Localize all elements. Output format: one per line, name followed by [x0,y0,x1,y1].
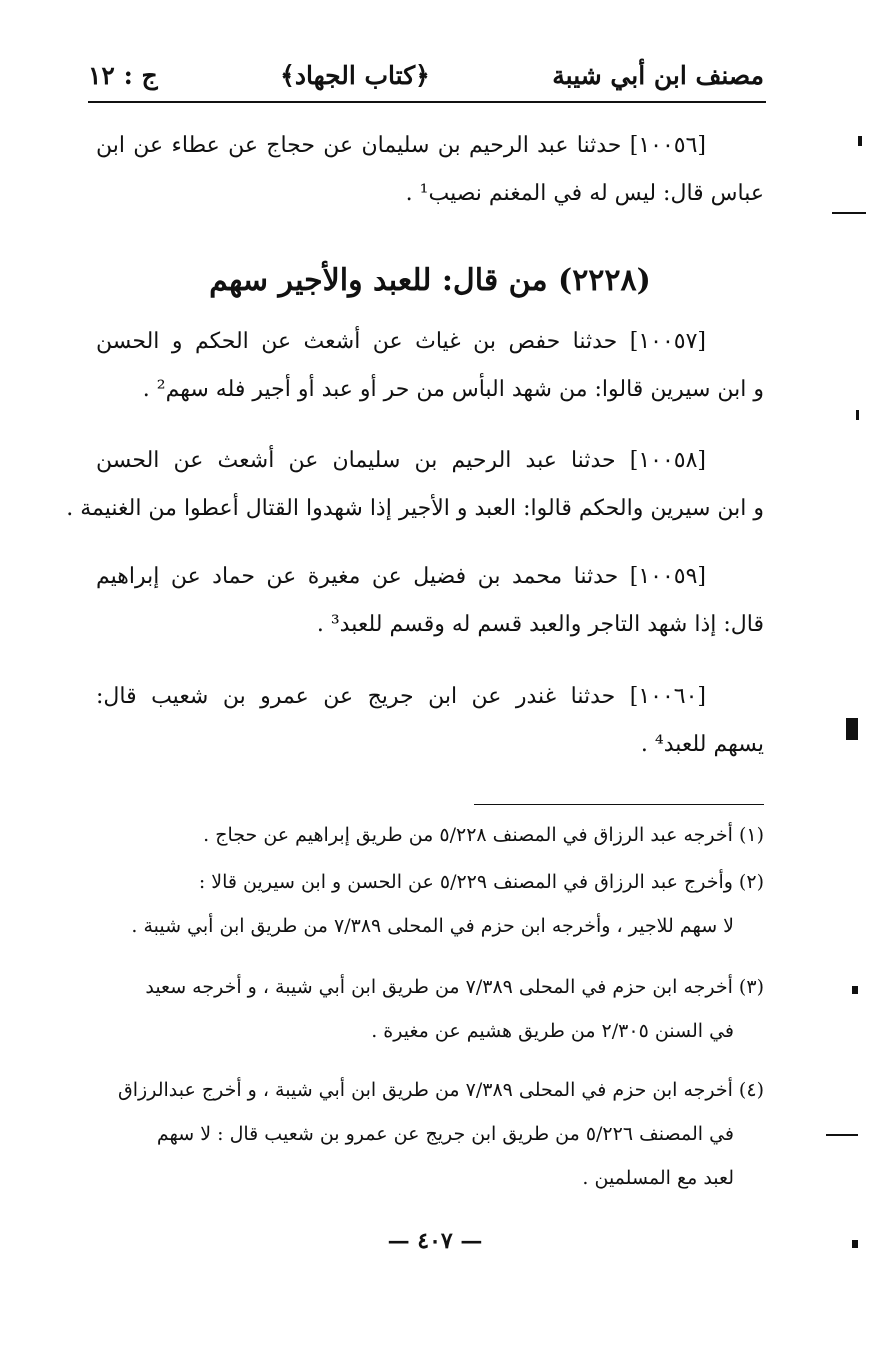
hadith-10056 [96,122,764,218]
hadith-line: عباس قال: ليس له في المغنم نصيب¹ . [405,181,764,206]
footnote-2 [96,860,764,948]
running-header [88,52,764,98]
scan-mark [832,212,866,214]
footnote-line: لا سهم للاجير ، وأخرجه ابن حزم في المحلى ٧/٣٨٩ من طريق ابن أبي شيبة . [131,915,734,937]
footnote-rule [474,804,764,805]
scan-mark [852,986,858,994]
scan-mark [852,1240,858,1248]
footnote-line: لعبد مع المسلمين . [582,1167,734,1189]
hadith-line: و ابن سيرين والحكم قالوا: العبد و الأجير إذا شهدوا القتال أعطوا من الغنيمة . [66,496,764,521]
footnote-line: (٣) أخرجه ابن حزم في المحلى ٧/٣٨٩ من طريق ابن أبي شيبة ، و أخرجه سعيد [145,976,764,998]
page-number: — ٤٠٧ — [387,1228,483,1254]
hadith-line: يسهم للعبد⁴ . [640,732,764,757]
hadith-line: قال: إذا شهد التاجر والعبد قسم له وقسم للعبد³ . [316,612,764,637]
section-title: ﴿كتاب الجهاد﴾ [280,60,430,90]
hadith-line: [١٠٠٥٦] حدثنا عبد الرحيم بن سليمان عن حجاج عن عطاء عن ابن [96,133,706,158]
hadith-line: [١٠٠٥٧] حدثنا حفص بن غياث عن أشعث عن الحكم و الحسن [96,329,706,354]
hadith-10059 [96,553,764,649]
hadith-line: و ابن سيرين قالوا: من شهد البأس من حر أو عبد أو أجير فله سهم² . [142,377,764,402]
hadith-10060 [96,673,764,769]
footnote-line: في السنن ٢/٣٠٥ من طريق هشيم عن مغيرة . [371,1020,734,1042]
scan-mark [856,410,859,420]
book-title: مصنف ابن أبي شيبة [552,60,764,90]
scan-mark [858,136,862,146]
chapter-heading: (٢٢٢٨) من قال: للعبد والأجير سهم [209,263,651,298]
header-rule [88,101,766,103]
hadith-line: [١٠٠٥٨] حدثنا عبد الرحيم بن سليمان عن أشعث عن الحسن [96,448,707,473]
footnote-line: (١) أخرجه عبد الرزاق في المصنف ٥/٢٢٨ من طريق إبراهيم عن حجاج . [203,824,764,846]
footnote-3 [96,965,764,1053]
hadith-10057 [96,318,764,414]
hadith-line: [١٠٠٦٠] حدثنا غندر عن ابن جريج عن عمرو بن شعيب قال: [96,684,706,709]
footnote-4 [96,1068,764,1200]
hadith-10058 [66,437,764,533]
footnote-line: في المصنف ٥/٢٢٦ من طريق ابن جريج عن عمرو بن شعيب قال : لا سهم [156,1123,734,1145]
scan-mark [826,1134,858,1136]
footnote-line: (٢) وأخرج عبد الرزاق في المصنف ٥/٢٢٩ عن الحسن و ابن سيرين قالا : [198,871,764,893]
volume-number: ج : ١٢ [88,60,158,90]
footnote-1 [96,813,764,857]
hadith-line: [١٠٠٥٩] حدثنا محمد بن فضيل عن مغيرة عن حماد عن إبراهيم [96,564,706,589]
scan-mark [846,718,858,740]
footnote-line: (٤) أخرجه ابن حزم في المحلى ٧/٣٨٩ من طريق ابن أبي شيبة ، و أخرج عبدالرزاق [118,1079,764,1101]
